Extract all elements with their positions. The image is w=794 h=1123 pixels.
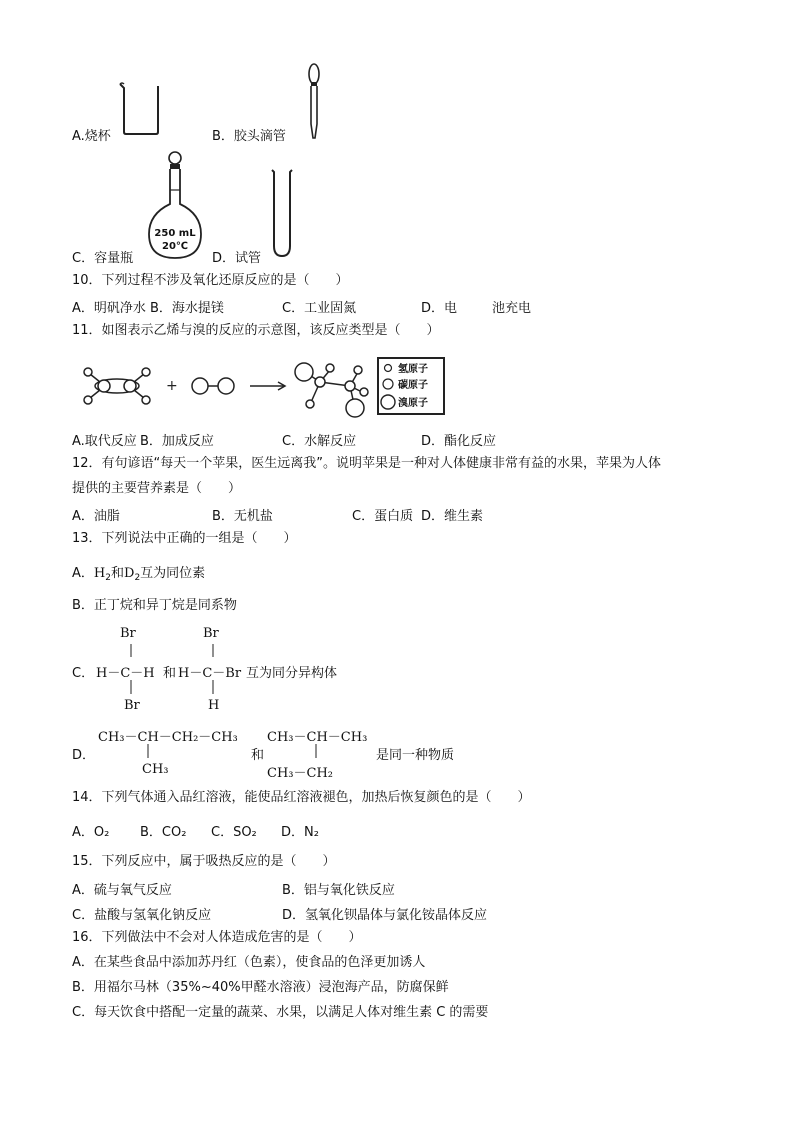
q13-stem: 13．下列说法中正确的一组是（ ） [72, 531, 297, 546]
q16-stem: 16．下列做法中不会对人体造成危害的是（ ） [72, 930, 362, 945]
q13-c-h-bottom: H [208, 698, 220, 713]
q9-option-c: C．容量瓶 [72, 251, 134, 266]
q10-option-b: B．海水提镁 [150, 301, 224, 316]
q13-d-right-branch: CH₃－CH₂ [267, 766, 333, 781]
q9-option-a: A.烧杯 [72, 129, 111, 144]
q13-c-label: C． [72, 666, 95, 681]
q11-option-c: C．水解反应 [282, 434, 357, 449]
q12-option-c: C．蛋白质 [352, 509, 414, 524]
q13-c-text: 互为同分异构体 [246, 666, 338, 681]
q12-option-b: B．无机盐 [212, 509, 273, 524]
q10-option-c: C．工业固氮 [282, 301, 357, 316]
q13-c-br-top-left: Br [120, 626, 136, 641]
q13-d-left-branch: CH₃ [142, 762, 169, 777]
q16-option-a: A．在某些食品中添加苏丹红（色素），使食品的色泽更加诱人 [72, 955, 426, 970]
q10-stem: 10．下列过程不涉及氧化还原反应的是（ ） [72, 273, 349, 288]
legend-hydrogen: 氢原子 [398, 364, 428, 375]
q16-option-c: C．每天饮食中搭配一定量的蔬菜、水果，以满足人体对维生素 C 的需要 [72, 1005, 489, 1020]
q13-a-h-sub: 2 [105, 573, 111, 583]
q15-option-c: C．盐酸与氢氧化钠反应 [72, 908, 212, 923]
q13-a-d: D [124, 566, 135, 581]
q13-a-d-sub: 2 [134, 573, 141, 583]
q11-option-a: A.取代反应 [72, 434, 137, 449]
q9-option-b: B．胶头滴管 [212, 129, 286, 144]
q15-option-d: D．氢氧化钡晶体与氯化铵晶体反应 [282, 908, 488, 923]
flask-label-temp: 20℃ [161, 241, 189, 252]
q9-option-d: D．试管 [212, 251, 262, 266]
q10-option-a: A．明矾净水 [72, 301, 146, 316]
q13-a-label: A． [72, 566, 94, 581]
q13-c-br-bottom: Br [124, 698, 140, 713]
q14-option-d: D．N₂ [281, 825, 319, 840]
legend-bromine: 溴原子 [398, 398, 428, 409]
q13-d-label: D． [72, 748, 96, 763]
q11-stem: 11．如图表示乙烯与溴的反应的示意图，该反应类型是（ ） [72, 323, 440, 338]
q15-option-a: A．硫与氧气反应 [72, 883, 172, 898]
q13-d-and: 和 [251, 748, 265, 763]
plus-sign: + [166, 378, 178, 394]
q13-option-b: B．正丁烷和异丁烷是同系物 [72, 598, 237, 613]
q16-option-b: B．用福尔马林（35%~40%甲醛水溶液）浸泡海产品，防腐保鲜 [72, 980, 449, 995]
q13-c-formula-left: H－C－H [96, 666, 155, 681]
q13-d-right-main: CH₃－CH－CH₃ [267, 730, 368, 745]
q13-a-text: 互为同位素 [140, 566, 206, 581]
q13-d-left-main: CH₃－CH－CH₂－CH₃ [98, 730, 238, 745]
q10-option-d: D．电 [421, 301, 458, 316]
q13-c-br-top-right: Br [203, 626, 219, 641]
q12-option-d: D．维生素 [421, 509, 484, 524]
q13-a-h: H [93, 566, 106, 581]
q12-stem-line2: 提供的主要营养素是（ ） [72, 481, 242, 496]
q13-a-and: 和 [110, 566, 124, 581]
q14-stem: 14．下列气体通入品红溶液，能使品红溶液褪色，加热后恢复颜色的是（ ） [72, 790, 531, 805]
q15-option-b: B．铝与氧化铁反应 [282, 883, 395, 898]
q11-option-b: B．加成反应 [140, 434, 214, 449]
q10-option-d-cont: 池充电 [492, 301, 532, 316]
flask-label-volume: 250 mL [154, 228, 196, 239]
q14-option-b: B．CO₂ [140, 825, 187, 840]
q13-d-text: 是同一种物质 [376, 748, 455, 763]
q13-c-and: 和 [163, 666, 177, 681]
q12-option-a: A．油脂 [72, 509, 120, 524]
legend-carbon: 碳原子 [398, 380, 428, 391]
q13-c-formula-right: H－C－Br [178, 666, 242, 681]
q12-stem-line1: 12．有句谚语“每天一个苹果，医生远离我”。说明苹果是一种对人体健康非常有益的水果，苹果为人体 [72, 456, 662, 471]
q14-option-a: A．O₂ [72, 825, 110, 840]
q15-stem: 15．下列反应中，属于吸热反应的是（ ） [72, 854, 336, 869]
q11-option-d: D．酯化反应 [421, 434, 497, 449]
q14-option-c: C．SO₂ [211, 825, 257, 840]
